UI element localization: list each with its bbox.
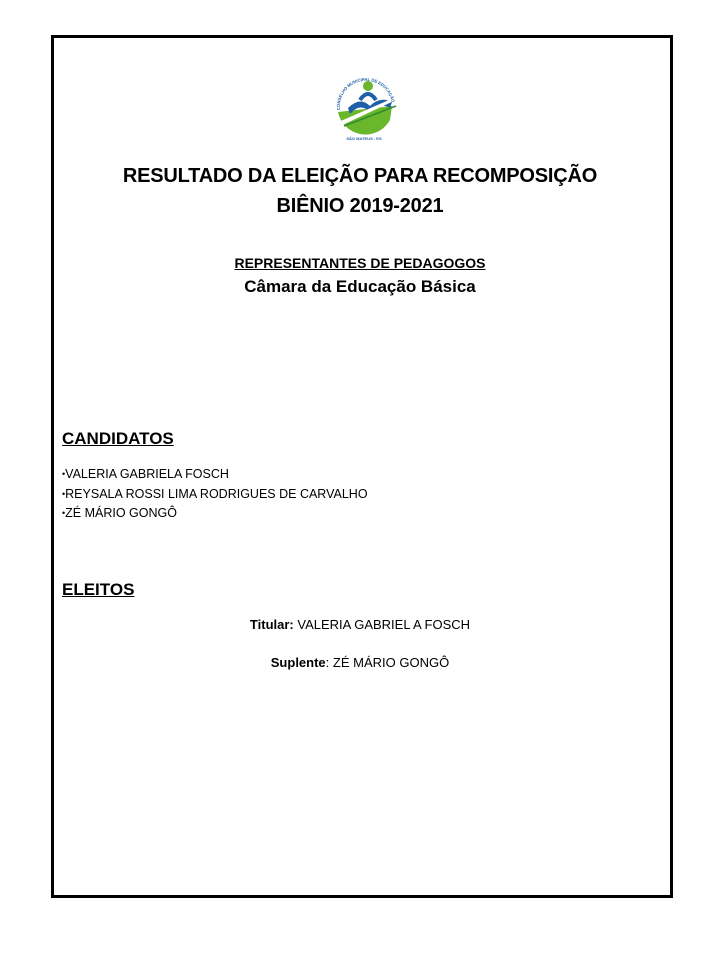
elected-heading: ELEITOS — [62, 580, 135, 599]
candidates-list — [62, 465, 368, 524]
subtitle: REPRESENTANTES DE PEDAGOGOS — [234, 255, 486, 271]
chamber-name: Câmara da Educação Básica — [244, 277, 476, 296]
suplente-name: ZÉ MÁRIO GONGÔ — [332, 655, 450, 670]
titular-name: VALERIA GABRIEL A FOSCH — [297, 617, 471, 632]
council-logo — [330, 66, 402, 146]
page-title: RESULTADO DA ELEIÇÃO PARA RECOMPOSIÇÃO — [122, 165, 598, 187]
logo-bottom-text: SÃO MATEUS - ES — [346, 136, 382, 141]
logo-top-text: CONSELHO MUNICIPAL DE EDUCAÇÃO — [335, 76, 396, 111]
list-item: •ZÉ MÁRIO GONGÔ — [62, 506, 177, 520]
titular-label: Titular: — [249, 617, 294, 632]
logo-person-head — [363, 81, 373, 91]
suplente-line: Suplente: ZÉ MÁRIO GONGÔ — [270, 655, 450, 670]
candidates-heading: CANDIDATOS — [62, 429, 174, 448]
suplente-label: Suplente — [270, 655, 326, 670]
list-item: •REYSALA ROSSI LIMA RODRIGUES DE CARVALHO — [62, 486, 368, 501]
page-title-period: BIÊNIO 2019-2021 — [276, 195, 444, 217]
titular-line — [0, 617, 720, 632]
list-item: •VALERIA GABRIELA FOSCH — [62, 467, 229, 481]
